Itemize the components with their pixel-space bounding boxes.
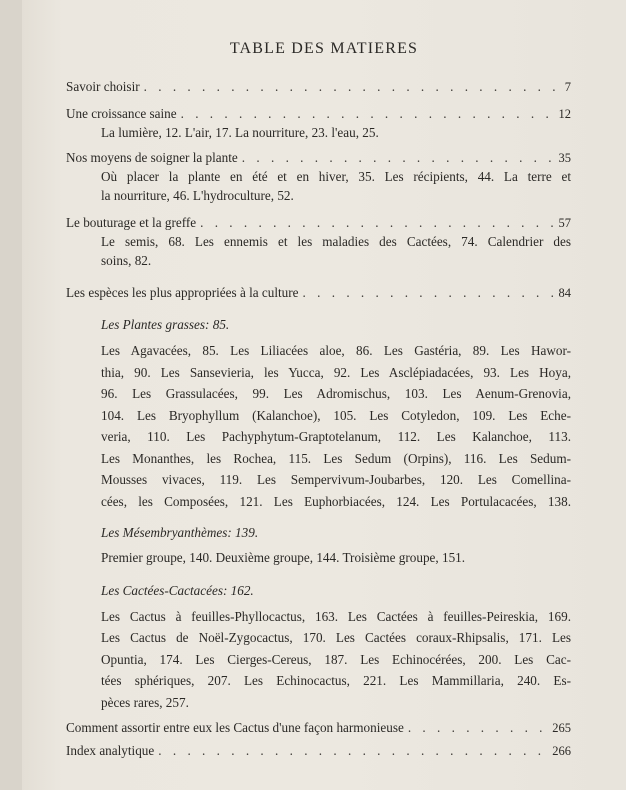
toc-subentries xyxy=(101,167,571,205)
subentry-line: la nourriture, 46. L'hydroculture, 52. xyxy=(101,188,294,203)
toc-entry-moyens xyxy=(66,149,571,167)
toc-entry-label: Le bouturage et la greffe xyxy=(66,215,197,230)
section-line: Premier groupe, 140. Deuxième groupe, 144. Troisième groupe, 151. xyxy=(101,550,466,565)
toc-entry-label: Les espèces les plus appropriées à la culture xyxy=(66,285,299,300)
section-line: veria, 110. Les Pachyphytum-Graptotelanum, 112. Les Kalanchoe, 113. xyxy=(101,429,571,444)
subentry-line: Le semis, 68. Les ennemis et les maladies des Cactées, 74. Calendrier des xyxy=(101,234,571,249)
subentry-line: Où placer la plante en été et en hiver, 35. Les récipients, 44. La terre et xyxy=(101,169,571,184)
section-line: cées, les Composées, 121. Les Euphorbiacées, 124. Les Portulacacées, 138. xyxy=(101,493,571,509)
section-line: Les Agavacées, 85. Les Liliacées aloe, 86. Les Gastéria, 89. Les Hawor- xyxy=(101,343,571,358)
leader-dots xyxy=(200,214,554,232)
section-line: pèces rares, 257. xyxy=(101,694,189,710)
toc-entry-label: Une croissance saine xyxy=(66,106,177,121)
page-title: TABLE DES MATIERES xyxy=(229,40,419,57)
toc-entry-label: Index analytique xyxy=(66,743,155,758)
section-heading-mesembryanthemes: Les Mésembryanthèmes: 139. xyxy=(101,525,259,540)
toc-entry-savoir-choisir xyxy=(66,78,571,96)
section-line: Les Cactus de Noël-Zygocactus, 170. Les Cactées coraux-Rhipsalis, 171. Les xyxy=(101,630,571,645)
section-body-cactees xyxy=(101,606,571,714)
section-line: Opuntia, 174. Les Cierges-Cereus, 187. Les Echinocérées, 200. Les Cac- xyxy=(101,651,571,667)
book-page xyxy=(22,0,626,790)
toc-entry-croissance xyxy=(66,105,571,123)
leader-dots xyxy=(144,78,561,96)
subentry-line: soins, 82. xyxy=(101,253,152,268)
section-heading-cactees: Les Cactées-Cactacées: 162. xyxy=(101,582,254,598)
leader-dots xyxy=(303,284,555,302)
toc-entry-label: Comment assortir entre eux les Cactus d'une façon harmonieuse xyxy=(66,720,404,735)
toc-page-number: 266 xyxy=(552,744,571,758)
section-line: 104. Les Bryophyllum (Kalanchoe), 105. Les Cotyledon, 109. Les Eche- xyxy=(101,407,571,423)
section-line: 96. Les Grassulacées, 99. Les Adromischus, 103. Les Aenum-Grenovia, xyxy=(101,386,571,401)
toc-subentries xyxy=(101,123,571,142)
subentry-line: La lumière, 12. L'air, 17. La nourriture, 23. l'eau, 25. xyxy=(101,125,379,140)
section-line: thia, 90. Les Sansevieria, les Yucca, 92. Les Asclépiadacées, 93. Les Hoya, xyxy=(101,364,571,380)
toc-page-number: 57 xyxy=(558,216,571,230)
toc-subentries xyxy=(101,232,571,270)
table-of-contents xyxy=(66,78,571,760)
toc-page-number: 265 xyxy=(552,721,571,735)
section-line: tées sphériques, 207. Les Echinocactus, 221. Les Mammillaria, 240. Es- xyxy=(101,673,571,688)
section-body-mesembryanthemes xyxy=(101,547,571,569)
section-body-plantes-grasses xyxy=(101,340,571,512)
toc-page-number: 12 xyxy=(558,107,571,121)
leader-dots xyxy=(181,105,555,123)
section-line: Mousses vivaces, 119. Les Sempervivum-Joubarbes, 120. Les Comellina- xyxy=(101,472,571,487)
leader-dots xyxy=(158,742,548,760)
toc-page-number: 35 xyxy=(558,151,571,165)
toc-entry-index xyxy=(66,742,571,760)
section-heading-plantes-grasses: Les Plantes grasses: 85. xyxy=(101,317,230,332)
toc-entry-especes xyxy=(66,284,571,302)
toc-entry-assortir xyxy=(66,719,571,737)
toc-page-number: 84 xyxy=(558,286,571,300)
section-line: Les Monanthes, les Rochea, 115. Les Sedum (Orpins), 116. Les Sedum- xyxy=(101,450,571,466)
section-line: Les Cactus à feuilles-Phyllocactus, 163. Les Cactées à feuilles-Peireskia, 169. xyxy=(101,608,571,624)
toc-entry-bouturage xyxy=(66,214,571,232)
toc-page-number: 7 xyxy=(564,80,571,94)
leader-dots xyxy=(242,149,555,167)
toc-entry-label: Nos moyens de soigner la plante xyxy=(66,150,238,165)
leader-dots xyxy=(408,719,548,737)
toc-entry-label: Savoir choisir xyxy=(66,79,140,94)
